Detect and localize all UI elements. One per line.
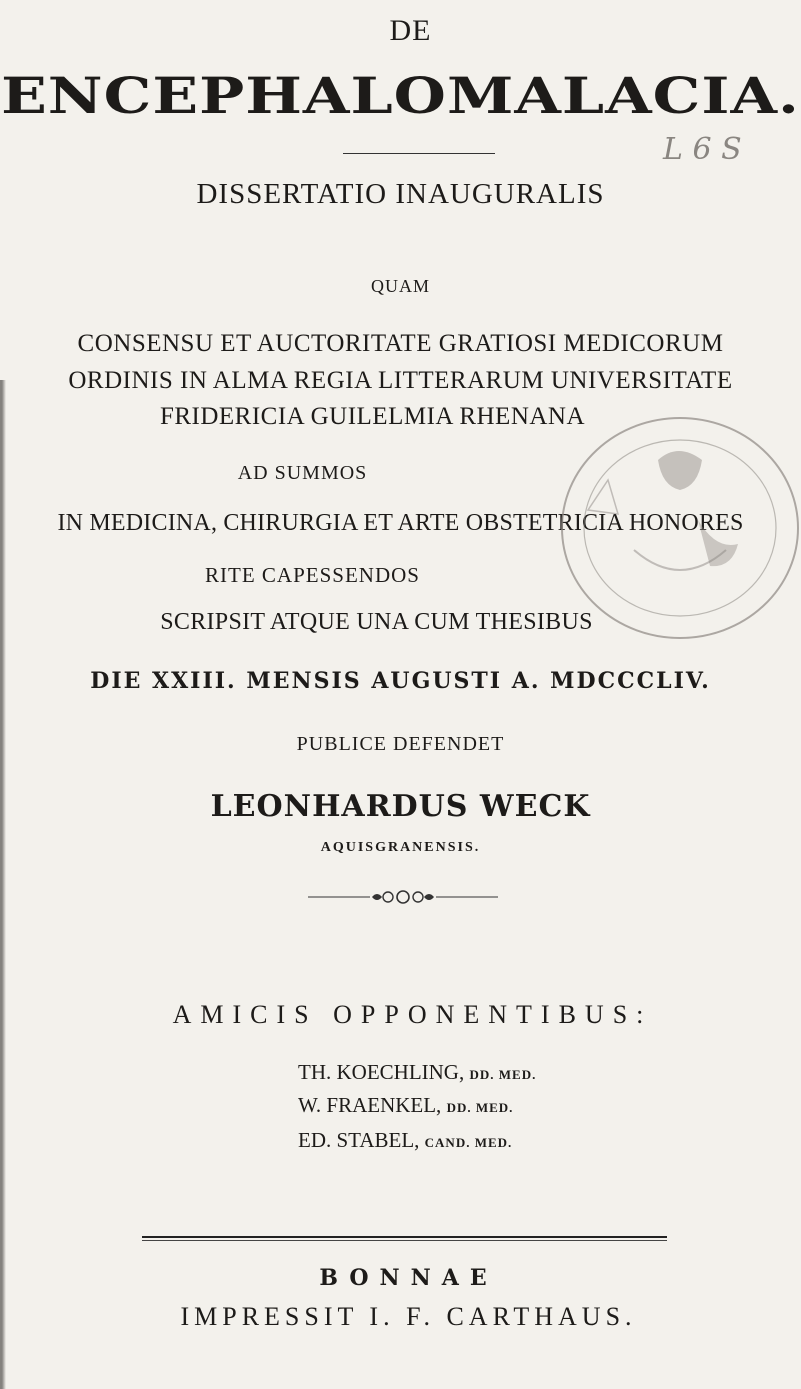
main-title: ENCEPHALOMALACIA.: [1, 68, 800, 126]
shelfmark: L 6 S: [663, 132, 742, 167]
opponents-heading: AMICIS OPPONENTIBUS:: [172, 1000, 653, 1029]
opponent-name: W. FRAENKEL,: [298, 1093, 442, 1117]
consensus-line: CONSENSU ET AUCTORITATE GRATIOSI MEDICORUM: [77, 330, 724, 357]
library-stamp-icon: [548, 400, 801, 650]
author-origin: AQUISGRANENSIS.: [320, 840, 481, 855]
defense-date: DIE XXIII. MENSIS AUGUSTI A. MDCCCLIV.: [90, 668, 711, 694]
medicina-line: IN MEDICINA, CHIRURGIA ET ARTE OBSTETRICIA HONORES: [57, 510, 744, 536]
title-rule: [343, 153, 495, 154]
author-name: LEONHARDUS WECK: [210, 789, 591, 824]
imprint-printer: IMPRESSIT I. F. CARTHAUS.: [180, 1302, 637, 1331]
ordinis-line: ORDINIS IN ALMA REGIA LITTERARUM UNIVERSITATE: [68, 367, 733, 394]
publice-defendet-line: PUBLICE DEFENDET: [296, 733, 505, 755]
opponent-entry: [298, 1060, 536, 1085]
opponent-entry: [298, 1128, 512, 1153]
ornament-divider-icon: [308, 889, 498, 905]
quam-line: QUAM: [370, 276, 430, 296]
friderica-line: FRIDERICIA GUILELMIA RHENANA: [159, 403, 586, 430]
opponent-name: TH. KOECHLING,: [298, 1060, 465, 1084]
imprint-rule: [142, 1236, 667, 1242]
opponent-title: DD. MED.: [446, 1100, 514, 1115]
ad-summos-line: AD SUMMOS: [237, 462, 368, 484]
opponent-title: DD. MED.: [469, 1067, 537, 1082]
pretitle: DE: [389, 14, 432, 47]
opponent-entry: [298, 1093, 513, 1118]
rite-capessendos-line: RITE CAPESSENDOS: [205, 563, 420, 587]
subtitle: DISSERTATIO INAUGURALIS: [196, 178, 605, 210]
opponent-title: CAND. MED.: [424, 1135, 513, 1150]
opponent-name: ED. STABEL,: [298, 1128, 420, 1152]
imprint-city: BONNAE: [319, 1265, 498, 1291]
scripsit-line: SCRIPSIT ATQUE UNA CUM THESIBUS: [160, 609, 593, 635]
